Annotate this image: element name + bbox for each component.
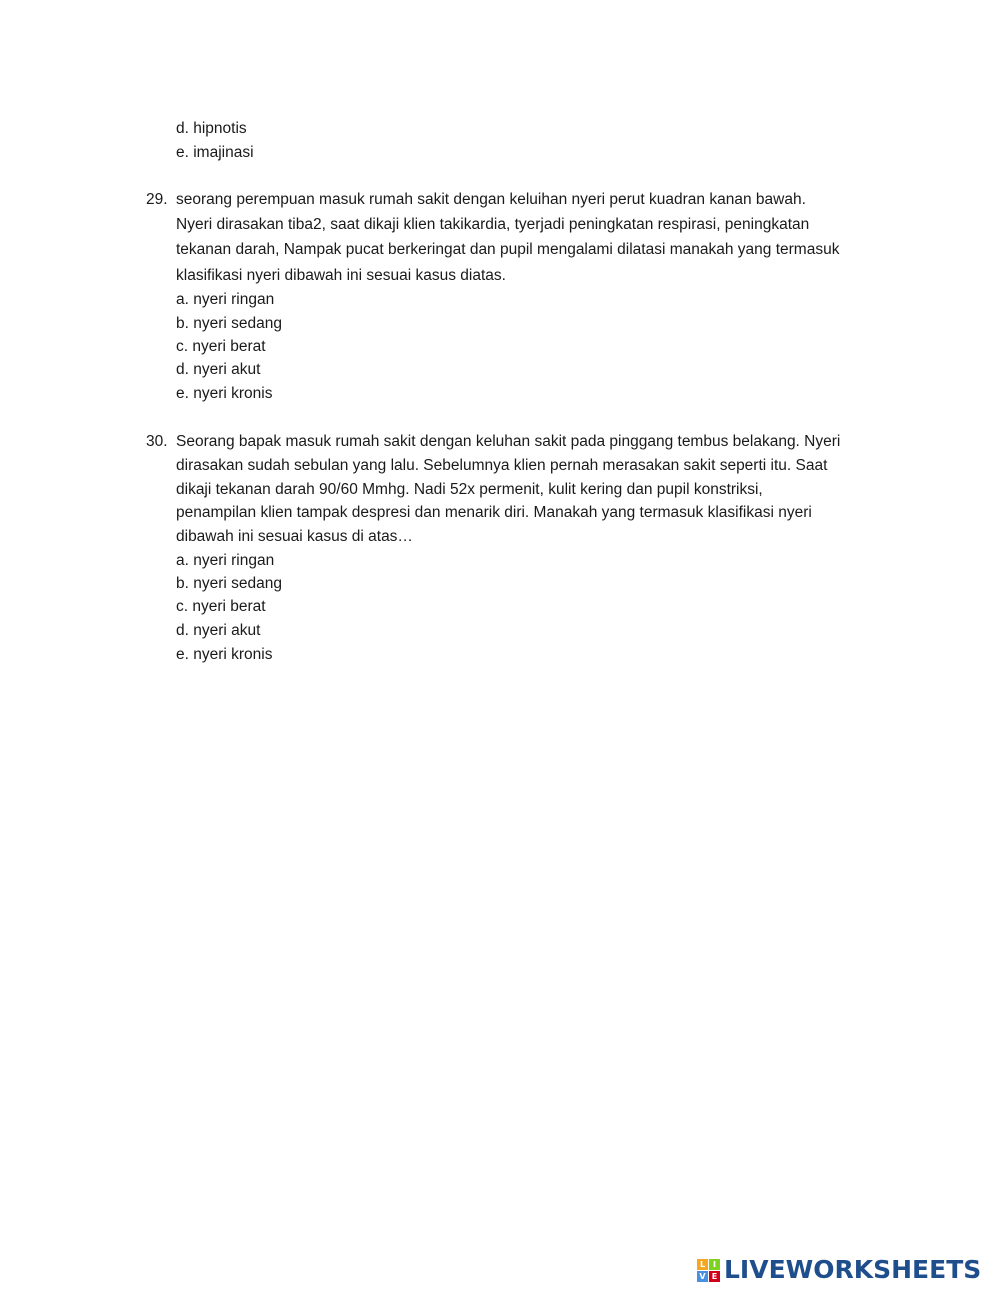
logo-mark-icon bbox=[697, 1259, 720, 1282]
question-29-option-d: d. nyeri akut bbox=[176, 361, 261, 378]
liveworksheets-logo bbox=[697, 1256, 981, 1284]
logo-mark-letter: I bbox=[709, 1259, 720, 1270]
question-30-number: 30. bbox=[146, 433, 168, 450]
question-29-option-c: c. nyeri berat bbox=[176, 338, 266, 355]
question-29-text-line: tekanan darah, Nampak pucat berkeringat dan pupil mengalami dilatasi manakah yang termasuk bbox=[176, 241, 840, 258]
logo-mark-letter: E bbox=[709, 1271, 720, 1282]
question-30-option-d: d. nyeri akut bbox=[176, 622, 261, 639]
logo-mark-letter: L bbox=[697, 1259, 708, 1270]
question-30-option-c: c. nyeri berat bbox=[176, 598, 266, 615]
question-30-option-a: a. nyeri ringan bbox=[176, 552, 275, 569]
question-29-option-b: b. nyeri sedang bbox=[176, 315, 282, 332]
question-29-option-a: a. nyeri ringan bbox=[176, 291, 275, 308]
question-29-number: 29. bbox=[146, 191, 168, 208]
question-29-option-e: e. nyeri kronis bbox=[176, 385, 273, 402]
question-29-text-line: klasifikasi nyeri dibawah ini sesuai kasus diatas. bbox=[176, 267, 506, 284]
question-29-text-line: Nyeri dirasakan tiba2, saat dikaji klien takikardia, tyerjadi peningkatan respirasi, peningkatan bbox=[176, 216, 810, 233]
question-30-option-e: e. nyeri kronis bbox=[176, 646, 273, 663]
question-30-text-line: penampilan klien tampak despresi dan menarik diri. Manakah yang termasuk klasifikasi nyeri bbox=[176, 504, 812, 521]
option-d-hipnotis: d. hipnotis bbox=[176, 120, 247, 137]
question-30-option-b: b. nyeri sedang bbox=[176, 575, 282, 592]
question-30-text-line: dibawah ini sesuai kasus di atas… bbox=[176, 528, 413, 545]
logo-mark-letter: V bbox=[697, 1271, 708, 1282]
question-30-text-line: dirasakan sudah sebulan yang lalu. Sebelumnya klien pernah merasakan sakit seperti itu. Saat bbox=[176, 457, 828, 474]
question-30-text-line: Seorang bapak masuk rumah sakit dengan keluhan sakit pada pinggang tembus belakang. Nyeri bbox=[176, 433, 841, 450]
option-e-imajinasi: e. imajinasi bbox=[176, 144, 254, 161]
question-29-text-line: seorang perempuan masuk rumah sakit dengan keluihan nyeri perut kuadran kanan bawah. bbox=[176, 191, 806, 208]
logo-text: LIVEWORKSHEETS bbox=[724, 1255, 982, 1284]
question-30-text-line: dikaji tekanan darah 90/60 Mmhg. Nadi 52x permenit, kulit kering dan pupil konstriksi, bbox=[176, 481, 763, 498]
